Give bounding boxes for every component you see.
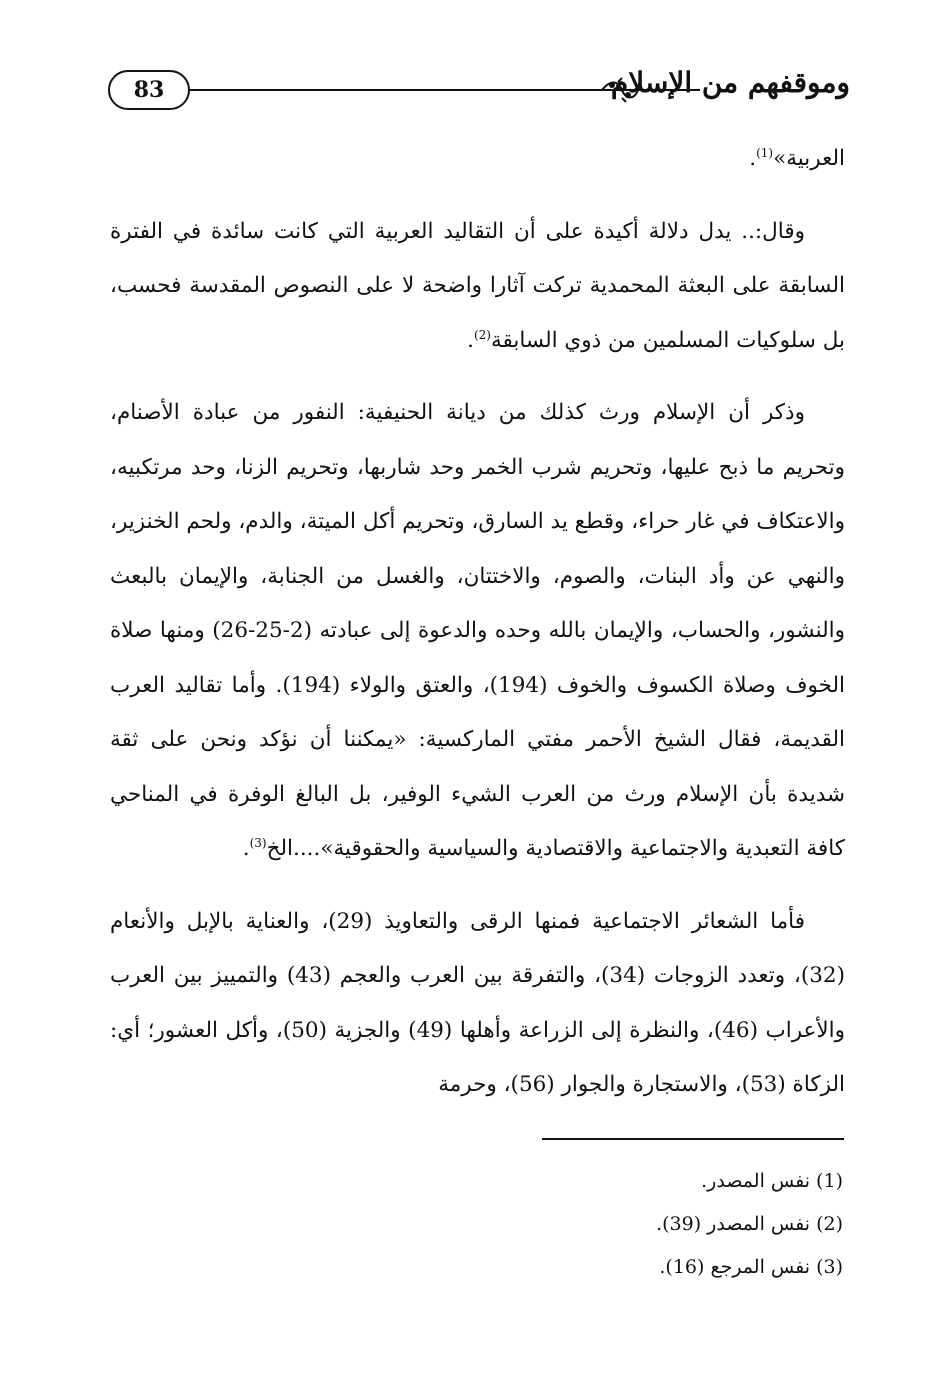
footnote-separator <box>542 1138 844 1140</box>
running-header <box>100 62 850 118</box>
footnote-2: (2) نفس المصدر (39). <box>656 1213 843 1235</box>
footnote-1: (1) نفس المصدر. <box>701 1170 843 1192</box>
page-number: 83 <box>108 70 190 110</box>
paragraph-4: فأما الشعائر الاجتماعية فمنها الرقى والتعاويذ (29)، والعناية بالإبل والأنعام (32)، وتعدد الزوجات (34)، والتفرقة بين العرب والعجم (43) والتمييز بين العرب والأعراب (46)، والنظرة إلى الزراعة وأهلها (49) والجزية (50)، وأكل العشور؛ أي: الزكاة (53)، والاستجارة والجوار (56)، وحرمة <box>110 908 846 1097</box>
body-text <box>110 132 845 1113</box>
paragraph-1-end: . <box>749 146 757 171</box>
footnote-ref-3[interactable]: (3) <box>249 835 267 850</box>
paragraph-3-text: وذكر أن الإسلام ورث كذلك من ديانة الحنيفية: النفور من عبادة الأصنام، وتحريم ما ذبح عليها، وتحريم شرب الخمر وحد شاربها، وتحريم الزنا، وحد مرتكبيه، والاعتكاف في غار حراء، وقطع يد السارق، وتحريم أكل الميتة، والدم، ولحم الخنزير، والنهي عن وأد البنات، والصوم، والاختتان، والغسل من الجنابة، والإيمان بالبعث والنشور، والحساب، والإيمان بالله وحده والدعوة إلى عبادته (2-25-26) ومنها صلاة الخوف وصلاة الكسوف والخوف (194)، والعتق والولاء (194). وأما تقاليد العرب القديمة، فقال الشيخ الأحمر مفتي الماركسية: «يمكننا أن نؤكد ونحن على ثقة شديدة بأن الإسلام ورث من العرب الشيء الوفير، بل البالغ الوفرة في المناحي كافة التعبدية والاجتماعية والاقتصادية والسياسية والحقوقية»....الخ <box>110 400 846 861</box>
footnote-3: (3) نفس المرجع (16). <box>659 1256 843 1278</box>
paragraph-1 <box>110 132 845 187</box>
footnotes <box>443 1160 843 1289</box>
paragraph-1-text: العربية» <box>773 146 845 171</box>
paragraph-3 <box>110 386 845 877</box>
paragraph-2-end: . <box>467 327 474 353</box>
paragraph-2 <box>110 205 845 369</box>
paragraph-2-text: وقال:.. يدل دلالة أكيدة على أن التقاليد العربية التي كانت سائدة في الفترة السابقة على البعثة المحمدية تركت آثارا واضحة لا على النصوص المقدسة فحسب، بل سلوكيات المسلمين من ذوي السابقة <box>110 218 845 353</box>
book-title: وموقفهم من الإسلام <box>610 66 850 99</box>
footnote-ref-2[interactable]: (2) <box>473 327 491 342</box>
paragraph-3-end: . <box>242 836 250 861</box>
footnote-ref-1[interactable]: (1) <box>756 145 774 160</box>
